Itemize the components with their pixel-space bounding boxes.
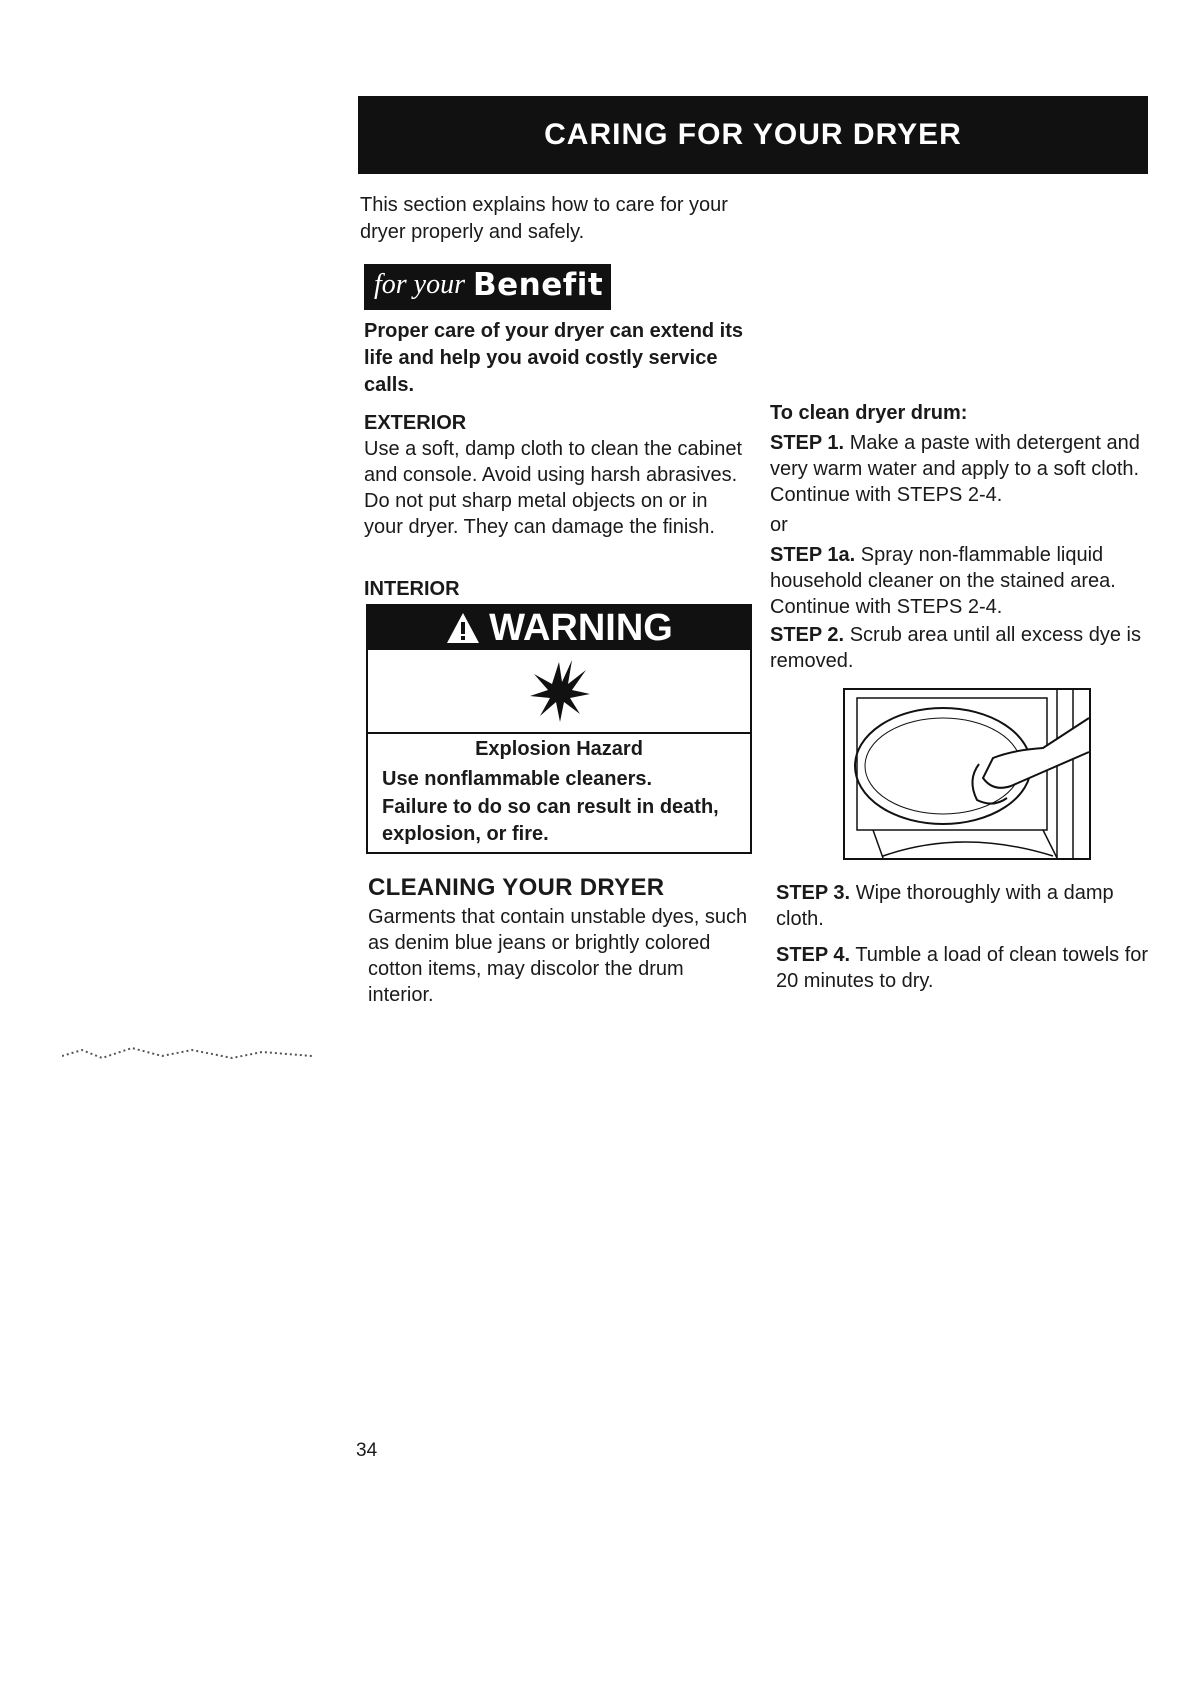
warning-box bbox=[366, 604, 752, 854]
interior-heading: INTERIOR bbox=[364, 578, 460, 600]
benefit-badge bbox=[364, 264, 611, 310]
intro-text: This section explains how to care for your dryer properly and safely. bbox=[360, 194, 728, 243]
step-3-label: STEP 3. bbox=[776, 882, 851, 904]
step-1-text: Make a paste with detergent and very warm water and apply to a soft cloth. Continue with STEPS 2-4. bbox=[770, 432, 1140, 506]
exterior-text: Use a soft, damp cloth to clean the cabinet and console. Avoid using harsh abrasives. Do not put sharp metal objects on or in your dryer. They can damage the finish. bbox=[364, 438, 742, 538]
warning-title: Explosion Hazard bbox=[475, 738, 643, 760]
warning-label: WARNING bbox=[489, 606, 673, 649]
cleaning-text: Garments that contain unstable dyes, such as denim blue jeans or brightly colored cotton items, may discolor the drum interior. bbox=[368, 906, 748, 1006]
warning-header bbox=[368, 606, 750, 650]
step-4-label: STEP 4. bbox=[776, 944, 851, 966]
step-1a-text: Spray non-flammable liquid household cleaner on the stained area. Continue with STEPS 2-4. bbox=[770, 544, 1116, 618]
step-4-text: Tumble a load of clean towels for 20 minutes to dry. bbox=[776, 944, 1149, 992]
warning-line-2: Failure to do so can result in death, explosion, or fire. bbox=[382, 796, 719, 845]
step-3-text: Wipe thoroughly with a damp cloth. bbox=[776, 882, 1114, 930]
step-3 bbox=[776, 880, 1156, 932]
benefit-text: Proper care of your dryer can extend its life and help you avoid costly service calls. bbox=[364, 320, 744, 396]
benefit-label-b: Benefit bbox=[473, 267, 604, 303]
page-title-bar bbox=[358, 96, 1148, 174]
or-text: or bbox=[770, 514, 788, 536]
drum-heading: To clean dryer drum: bbox=[770, 402, 968, 424]
step-1-label: STEP 1. bbox=[770, 432, 845, 454]
page-title: CARING FOR YOUR DRYER bbox=[544, 118, 962, 151]
warning-line-1: Use nonflammable cleaners. bbox=[382, 768, 653, 790]
drum-cleaning-illustration bbox=[843, 688, 1091, 860]
step-1a bbox=[770, 542, 1150, 620]
page-number: 34 bbox=[356, 1440, 378, 1461]
step-2-text: Scrub area until all excess dye is removed. bbox=[770, 624, 1141, 672]
scan-noise bbox=[62, 1044, 312, 1064]
step-1a-label: STEP 1a. bbox=[770, 544, 856, 566]
exterior-heading: EXTERIOR bbox=[364, 412, 467, 434]
step-1 bbox=[770, 430, 1150, 508]
warning-graphic bbox=[368, 650, 750, 734]
step-2 bbox=[770, 622, 1150, 674]
cleaning-heading: CLEANING YOUR DRYER bbox=[368, 874, 665, 901]
explosion-icon bbox=[524, 656, 594, 726]
warning-triangle-icon bbox=[445, 611, 481, 645]
benefit-label-a: for your bbox=[374, 269, 465, 300]
step-2-label: STEP 2. bbox=[770, 624, 845, 646]
step-4 bbox=[776, 942, 1156, 994]
